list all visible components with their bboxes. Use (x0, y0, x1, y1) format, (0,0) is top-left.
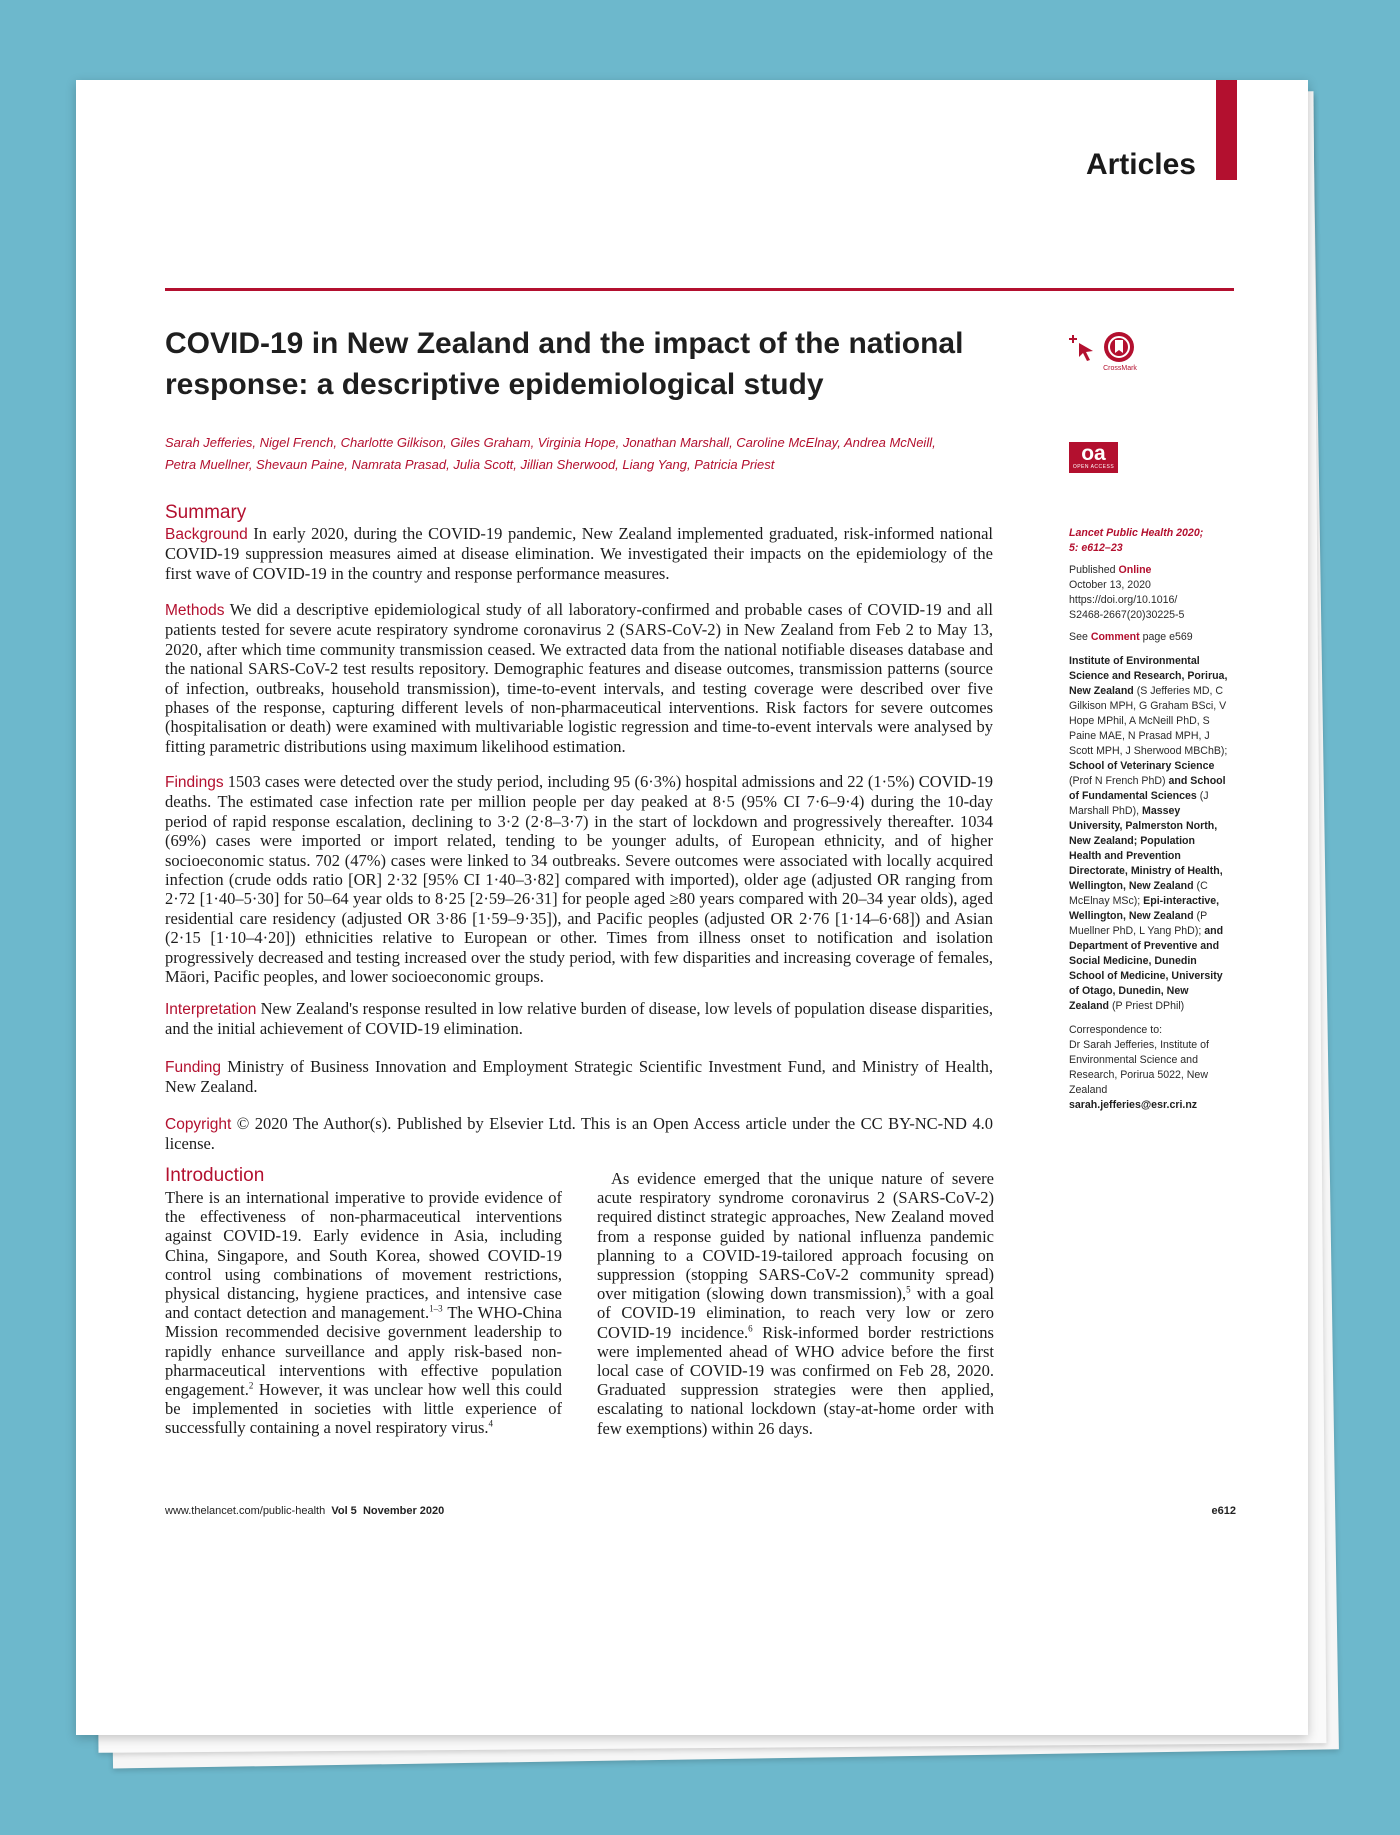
copyright-text: © 2020 The Author(s). Published by Elsevier Ltd. This is an Open Access article under the CC BY-NC-ND 4.0 license. (165, 1114, 993, 1154)
intro-text-2c: Risk-informed border restrictions were implemented ahead of WHO advice before the first local case of COVID-19 was confirmed on Feb 28, 2020. Graduated suppression strategies were then applied, escalating to national lockdown (stay-at-home order with few exemptions) within 26 days. (597, 1322, 994, 1438)
intro-text-1b: The WHO-China Mission recommended decisive government leadership to rapidly enhance surveillance and apply risk-based non-pharmaceutical interventions with effective population engagement. (165, 1303, 562, 1400)
journal-line-2: 5: e612–23 (1069, 542, 1123, 554)
crossmark-cursor-icon (1069, 333, 1099, 363)
intro-text-2b: with a goal of COVID-19 elimination, to reach very low or zero COVID-19 incidence. (597, 1284, 994, 1342)
volume: Vol 5 (331, 1505, 357, 1517)
affiliation-name: and School of Fundamental Sciences (1069, 775, 1226, 802)
affiliation-authors: (S Jefferies MD, C Gilkison MPH, G Graham BSci, V Hope MPhil, A McNeill PhD, S Paine MAE, N Prasad MPH, J Scott MPH, J Sherwood MBChB); (1069, 685, 1228, 757)
citation[interactable]: 1–3 (429, 1303, 443, 1314)
background-paragraph (165, 524, 993, 583)
correspondence-email[interactable]: sarah.jefferies@esr.cri.nz (1069, 1099, 1198, 1111)
correspondence (1069, 1023, 1229, 1113)
journal-url[interactable]: www.thelancet.com/public-health (165, 1505, 326, 1517)
intro-text-1a: There is an international imperative to provide evidence of the effectiveness of non-pharmaceutical interventions against COVID-19. Early evidence in Asia, including China, Singapore, and South Korea, showed COVID-19 control using combinations of movement restrictions, physical distancing, hygiene practices, and intensive case and contact detection and management. (165, 1188, 562, 1323)
published-label: Published (1069, 564, 1116, 576)
publication-info (1069, 563, 1229, 623)
interpretation-paragraph (165, 999, 993, 1039)
citation[interactable]: 6 (748, 1323, 753, 1334)
doi-link[interactable]: https://doi.org/10.1016/ (1069, 594, 1178, 606)
crossmark-label: CrossMark (1103, 365, 1137, 372)
affiliation-name: Massey University, Palmerston North, New Zealand; Population Health and Prevention Directorate, Ministry of Health, Wellington, New Zealand (1069, 805, 1223, 892)
funding-paragraph (165, 1057, 993, 1097)
citation[interactable]: 2 (248, 1380, 254, 1391)
badges (1069, 325, 1149, 470)
article-page (76, 80, 1308, 1735)
findings-text: 1503 cases were detected over the study period, including 95 (6·3%) hospital admissions and 22 (1·5%) COVID-19 deaths. The estimated case infection rate per million people per day peaked at 8·5 (95% CI 7·6–9·4) during the 10-day period of rapid response escalation, declining to 3·2 (2·8–3·7) in the start of lockdown and progressively thereafter. 1034 (69%) cases were imported or import related, tending to be younger adults, of European ethnicity, and of higher socioeconomic status. 702 (47%) cases were linked to 34 outbreaks. Severe outcomes were associated with locally acquired infection (crude odds ratio [OR] 2·32 [95% CI 1·40–3·82] compared with imported), older age (adjusted OR ranging from 2·72 [1·40–5·30] for 50–64 year olds to 8·25 [2·59–26·31] for people aged ≥80 years compared with 20–34 year olds), aged residential care residency (adjusted OR 3·86 [1·59–9·35]), and Pacific peoples (adjusted OR 2·76 [1·14–6·68]) and Asian (2·15 [1·10–4·20]) ethnicities relative to European or other. Times from illness onset to notification and isolation progressively decreased and testing increased over the study period, with few disparities and increasing coverage of females, Māori, Pacific peoples, and lower socioeconomic groups. (165, 772, 993, 987)
doi-link-cont[interactable]: S2468-2667(20)30225-5 (1069, 609, 1185, 621)
section-tab (1216, 80, 1237, 180)
findings-label: Findings (165, 774, 224, 791)
footer-citation (165, 1505, 444, 1517)
publication-date: October 13, 2020 (1069, 579, 1151, 591)
citation[interactable]: 5 (906, 1284, 911, 1295)
copyright-paragraph (165, 1114, 993, 1154)
affiliations (1069, 654, 1229, 1014)
issue-date: November 2020 (362, 1505, 445, 1517)
author-list (165, 432, 995, 476)
methods-paragraph (165, 600, 993, 756)
affiliation-authors: (P Priest DPhil) (1109, 1000, 1185, 1012)
affiliation-name: Epi-interactive, Wellington, New Zealand (1069, 895, 1220, 922)
comment-link[interactable]: Comment (1090, 631, 1140, 643)
copyright-label: Copyright (165, 1116, 232, 1133)
journal-citation (1069, 526, 1229, 556)
interpretation-text: New Zealand's response resulted in low relative burden of disease, low levels of population disease disparities, and the initial achievement of COVID-19 elimination. (165, 999, 993, 1039)
section-label: Articles (1085, 148, 1196, 181)
intro-text-2a: As evidence emerged that the unique nature of severe acute respiratory syndrome coronavirus 2 (SARS-CoV-2) required distinct strategic approaches, New Zealand moved from a response guided by national influenza pandemic planning to a COVID-19-tailored approach focusing on suppression (stopping SARS-CoV-2 community spread) over mitigation (slowing down transmission), (597, 1169, 994, 1304)
methods-label: Methods (165, 602, 225, 619)
online-label: Online (1118, 564, 1152, 576)
introduction-column-1 (165, 1188, 562, 1438)
authors-line-1: Sarah Jefferies, Nigel French, Charlotte Gilkison, Giles Graham, Virginia Hope, Jonathan Marshall, Caroline McElnay, Andrea McNeill, (165, 435, 936, 450)
journal-line-1: Lancet Public Health 2020; (1069, 527, 1204, 539)
background-text: In early 2020, during the COVID-19 pandemic, New Zealand implemented graduated, risk-informed national COVID-19 suppression measures aimed at disease elimination. We investigated their impacts on the epidemiology of the first wave of COVID-19 in the country and response performance measures. (165, 524, 993, 583)
affiliation-authors: (J Marshall PhD), (1069, 790, 1209, 817)
affiliation-name: School of Veterinary Science (1069, 760, 1215, 772)
introduction-column-2 (597, 1169, 994, 1438)
page-number: e612 (1211, 1505, 1236, 1517)
oa-sublabel: OPEN ACCESS (1072, 464, 1115, 470)
funding-text: Ministry of Business Innovation and Employment Strategic Scientific Investment Fund, and Ministry of Health, New Zealand. (165, 1057, 993, 1097)
crossmark-icon[interactable] (1104, 332, 1134, 362)
authors-line-2: Petra Muellner, Shevaun Paine, Namrata Prasad, Julia Scott, Jillian Sherwood, Liang Yang, Patricia Priest (165, 457, 775, 472)
summary-heading: Summary (165, 502, 247, 523)
article-title: COVID-19 in New Zealand and the impact of the national response: a descriptive epidemiological study (165, 327, 964, 401)
background-label: Background (165, 526, 248, 543)
see-comment (1069, 630, 1229, 645)
header-rule (165, 288, 1234, 291)
correspondence-address: Dr Sarah Jefferies, Institute of Environmental Science and Research, Porirua 5022, New Zealand (1069, 1039, 1209, 1096)
see-label: See (1069, 631, 1088, 643)
interpretation-label: Interpretation (165, 1001, 257, 1018)
findings-paragraph (165, 772, 993, 986)
funding-label: Funding (165, 1059, 222, 1076)
open-access-badge (1069, 442, 1118, 473)
sidebar-citation (1069, 526, 1229, 1113)
correspondence-label: Correspondence to: (1069, 1024, 1163, 1036)
intro-text-1c: However, it was unclear how well this could be implemented in societies with little experience of successfully containing a novel respiratory virus. (165, 1380, 562, 1438)
comment-page: page e569 (1142, 631, 1193, 643)
affiliation-name: and Department of Preventive and Social Medicine, Dunedin School of Medicine, University of Otago, Dunedin, New Zealand (1069, 925, 1224, 1012)
affiliation-authors: (Prof N French PhD) (1069, 775, 1169, 787)
affiliation-authors: (C McElnay MSc); (1069, 880, 1208, 907)
citation[interactable]: 4 (488, 1418, 493, 1429)
methods-text: We did a descriptive epidemiological study of all laboratory-confirmed and probable cases of COVID-19 and all patients tested for severe acute respiratory syndrome coronavirus 2 (SARS-CoV-2) in New Zealand from Feb 2 to May 13, 2020, after which time community transmission ceased. We extracted data from the national notifiable diseases database and the national SARS-CoV-2 test results repository. Demographic features and disease outcomes, transmission patterns (source of infection, outbreaks, household transmission), time-to-event intervals, and testing coverage were described over five phases of the response, capturing different levels of non-pharmaceutical interventions. Risk factors for severe outcomes (hospitalisation or death) were examined with multivariable logistic regression and time-to-event intervals were analysed by fitting parametric distributions using maximum likelihood estimation. (165, 600, 993, 756)
affiliation-name: Institute of Environmental Science and Research, Porirua, New Zealand (1069, 655, 1228, 697)
oa-label: oa (1081, 442, 1106, 465)
affiliation-authors: (P Muellner PhD, L Yang PhD); (1069, 910, 1207, 937)
introduction-heading: Introduction (165, 1165, 265, 1186)
